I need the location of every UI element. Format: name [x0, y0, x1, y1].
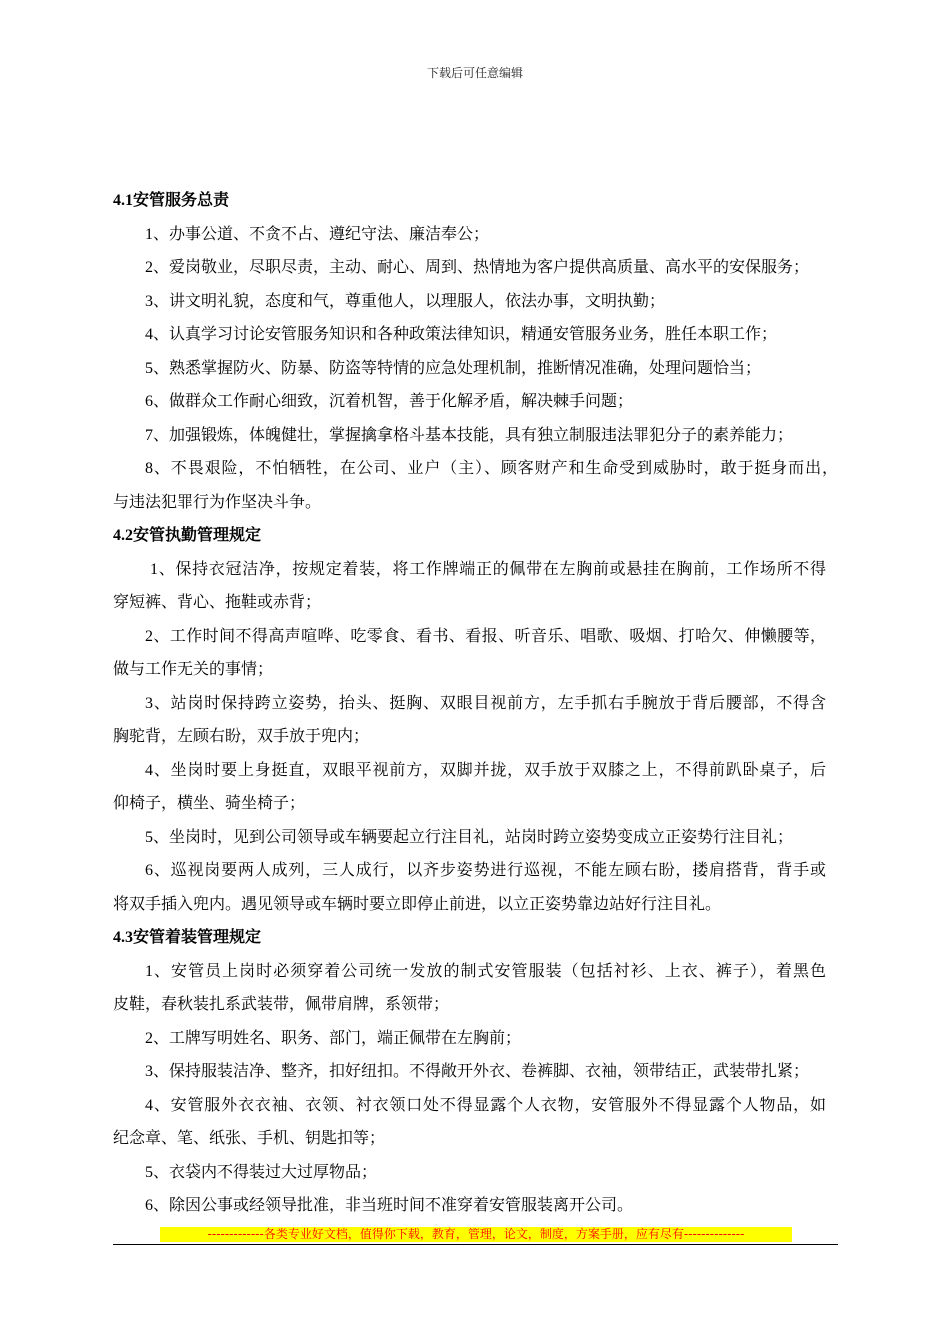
- paragraph-line: 1、办事公道、不贪不占、遵纪守法、廉洁奉公；: [145, 225, 490, 243]
- paragraph-line: 4、安管服外衣衣袖、衣领、衬衣领口处不得显露个人衣物，安管服外不得显露个人物品，如: [145, 1096, 826, 1114]
- paragraph-line: 3、保持服装洁净、整齐，扣好纽扣。不得敞开外衣、卷裤脚、衣袖，领带结正，武装带扎紧；: [145, 1063, 810, 1080]
- paragraph-line-continued: 仰椅子，横坐、骑坐椅子；: [113, 795, 306, 812]
- document-body: [113, 184, 838, 1223]
- footer-promo-banner: -------------各类专业好文档，值得你下载，教育，管理，论文，制度，方案手册，应有尽有--------------: [160, 1227, 792, 1242]
- paragraph-line-continued: 皮鞋，春秋装扎系武装带，佩带肩牌，系领带；: [113, 996, 450, 1013]
- paragraph-line: 8、不畏艰险，不怕牺牲，在公司、业户（主）、顾客财产和生命受到威胁时，敢于挺身而出，: [145, 460, 838, 477]
- paragraph-line: 2、工作时间不得高声喧哗、吃零食、看书、看报、听音乐、唱歌、吸烟、打哈欠、伸懒腰等，: [145, 627, 826, 645]
- header-note: 下载后可任意编辑: [426, 66, 523, 80]
- paragraph-line: 1、安管员上岗时必须穿着公司统一发放的制式安管服装（包括衬衫、上衣、裤子），着黑色: [145, 962, 826, 980]
- paragraph-line: 5、坐岗时，见到公司领导或车辆要起立行注目礼，站岗时跨立姿势变成立正姿势行注目礼；: [145, 828, 794, 846]
- section-heading: 4.1安管服务总责: [113, 192, 230, 209]
- footer-divider: [113, 1244, 838, 1245]
- paragraph-line: 7、加强锻炼，体魄健壮，掌握擒拿格斗基本技能，具有独立制服违法罪犯分子的素养能力；: [145, 426, 794, 444]
- paragraph-line: 6、做群众工作耐心细致，沉着机智，善于化解矛盾，解决棘手问题；: [145, 393, 634, 410]
- paragraph-line: 2、工牌写明姓名、职务、部门，端正佩带在左胸前；: [145, 1029, 522, 1047]
- paragraph-line-continued: 做与工作无关的事情；: [113, 661, 274, 678]
- paragraph-line: 5、熟悉掌握防火、防暴、防盗等特情的应急处理机制，推断情况准确，处理问题恰当；: [145, 359, 762, 377]
- paragraph-line-continued: 与违法犯罪行为作坚决斗争。: [113, 493, 322, 511]
- paragraph-line: 6、除因公事或经领导批准，非当班时间不准穿着安管服装离开公司。: [145, 1197, 634, 1214]
- paragraph-line: 6、巡视岗要两人成列，三人成行，以齐步姿势进行巡视，不能左顾右盼，搂肩搭背，背手或: [145, 862, 826, 879]
- paragraph-line-continued: 将双手插入兜内。遇见领导或车辆时要立即停止前进，以立正姿势靠边站好行注目礼。: [113, 895, 722, 913]
- paragraph-line: 4、认真学习讨论安管服务知识和各种政策法律知识，精通安管服务业务，胜任本职工作；: [145, 326, 778, 343]
- paragraph-line-continued: 纪念章、笔、纸张、手机、钥匙扣等；: [113, 1130, 386, 1147]
- section-heading: 4.2安管执勤管理规定: [113, 527, 262, 544]
- paragraph-line-continued: 胸驼背，左顾右盼，双手放于兜内；: [113, 728, 370, 745]
- paragraph-line: 4、坐岗时要上身挺直，双眼平视前方，双脚并拢，双手放于双膝之上，不得前趴卧桌子，后: [145, 761, 826, 779]
- section-heading: 4.3安管着装管理规定: [113, 929, 262, 946]
- paragraph-line: 3、站岗时保持跨立姿势，抬头、挺胸、双眼目视前方，左手抓右手腕放于背后腰部，不得含: [145, 694, 826, 712]
- paragraph-line: 5、衣袋内不得装过大过厚物品；: [145, 1163, 378, 1181]
- paragraph-line: 1、保持衣冠洁净，按规定着装，将工作牌端正的佩带在左胸前或悬挂在胸前，工作场所不得: [150, 560, 826, 578]
- paragraph-line: 2、爱岗敬业，尽职尽责，主动、耐心、周到、热情地为客户提供高质量、高水平的安保服务；: [145, 259, 810, 276]
- paragraph-line: 3、讲文明礼貌，态度和气，尊重他人，以理服人，依法办事，文明执勤；: [145, 292, 666, 310]
- paragraph-line-continued: 穿短裤、背心、拖鞋或赤背；: [113, 594, 322, 611]
